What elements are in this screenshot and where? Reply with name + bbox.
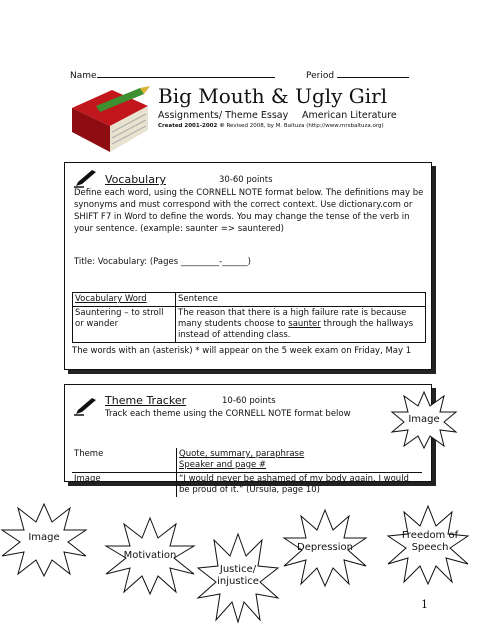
- star-label-justice: Justice/ injustice: [217, 564, 259, 587]
- sentence-underlined-word: saunter: [288, 319, 321, 329]
- quote-header: Quote, summary, paraphrase: [179, 449, 305, 459]
- vocabulary-heading: Vocabulary: [105, 173, 166, 186]
- column-header-quote: [177, 448, 423, 473]
- credit-line: [158, 123, 384, 129]
- instructions-text-rest: format below. The definitions may be synonyms and must correspond with the correct context. Use dictionary.com or SHIFT F7 in Word to define the words. You may change the tense of the verb in your sentence. (example: saunter => sauntered): [74, 188, 424, 234]
- name-line[interactable]: [70, 71, 275, 81]
- cornell-note-label: CORNELL NOTE: [196, 188, 263, 198]
- theme-tracker-heading: Theme Tracker: [105, 394, 187, 407]
- instructions-text: Define each word, using the: [74, 188, 197, 198]
- vocabulary-instructions: [74, 187, 426, 235]
- vocab-sentence-cell: [176, 307, 426, 343]
- vocabulary-points: 30-60 points: [219, 175, 273, 185]
- page-number: 1: [421, 598, 428, 611]
- star-label-freedom: Freedom of Speech: [401, 530, 459, 553]
- pencil-icon: [74, 398, 98, 416]
- vocabulary-table: [72, 292, 426, 343]
- star-label-depression: Depression: [297, 542, 353, 553]
- book-icon: [66, 86, 154, 156]
- theme-cell: Image: [72, 473, 177, 498]
- quote-cell: “I would never be ashamed of my body again. I would be proud of it.” (Ursula, page 10): [177, 473, 423, 498]
- instructions-text: Track each theme using the: [105, 409, 226, 419]
- star-label-image-right: Image: [408, 414, 440, 425]
- cornell-note-label: CORNELL NOTE: [225, 409, 292, 419]
- credit-bold: Created 2001-2002 ©: [158, 123, 225, 129]
- vocab-word-cell: Sauntering – to stroll or wander: [73, 307, 176, 343]
- table-row: [73, 307, 426, 343]
- course-name: American Literature: [302, 110, 397, 121]
- subtitle: Assignments/ Theme Essay: [158, 110, 289, 121]
- sentence-text: The reason that there is a high failure rate is because many students choose to: [178, 308, 407, 329]
- page-title: Big Mouth & Ugly Girl: [158, 84, 388, 108]
- period-line[interactable]: [306, 71, 409, 81]
- column-header-word: Vocabulary Word: [73, 293, 176, 307]
- sentence-text-rest: through the hallways instead of attending class.: [178, 319, 414, 340]
- table-row: [72, 473, 422, 498]
- pencil-icon: [74, 170, 98, 188]
- star-label-motivation: Motivation: [123, 550, 177, 561]
- column-header-sentence: Sentence: [176, 293, 426, 307]
- instructions-text-rest: format below: [291, 409, 351, 419]
- theme-table: [72, 448, 422, 497]
- theme-tracker-points: 10-60 points: [222, 396, 276, 406]
- star-label-image-left: Image: [28, 532, 60, 543]
- vocabulary-title-line: Title: Vocabulary: (Pages _________-______): [74, 257, 252, 267]
- exam-note: The words with an (asterisk) * will appear on the 5 week exam on Friday, May 1: [72, 346, 412, 356]
- name-label: Name: [70, 71, 97, 81]
- period-label: Period: [306, 71, 335, 81]
- column-header-theme: Theme: [72, 448, 177, 473]
- speaker-header: Speaker and page #: [179, 460, 267, 470]
- credit-rest: Revised 2008, by M. Baltuza (http://www.mrsbaltuza.org): [226, 123, 384, 129]
- theme-tracker-instructions: [105, 408, 351, 420]
